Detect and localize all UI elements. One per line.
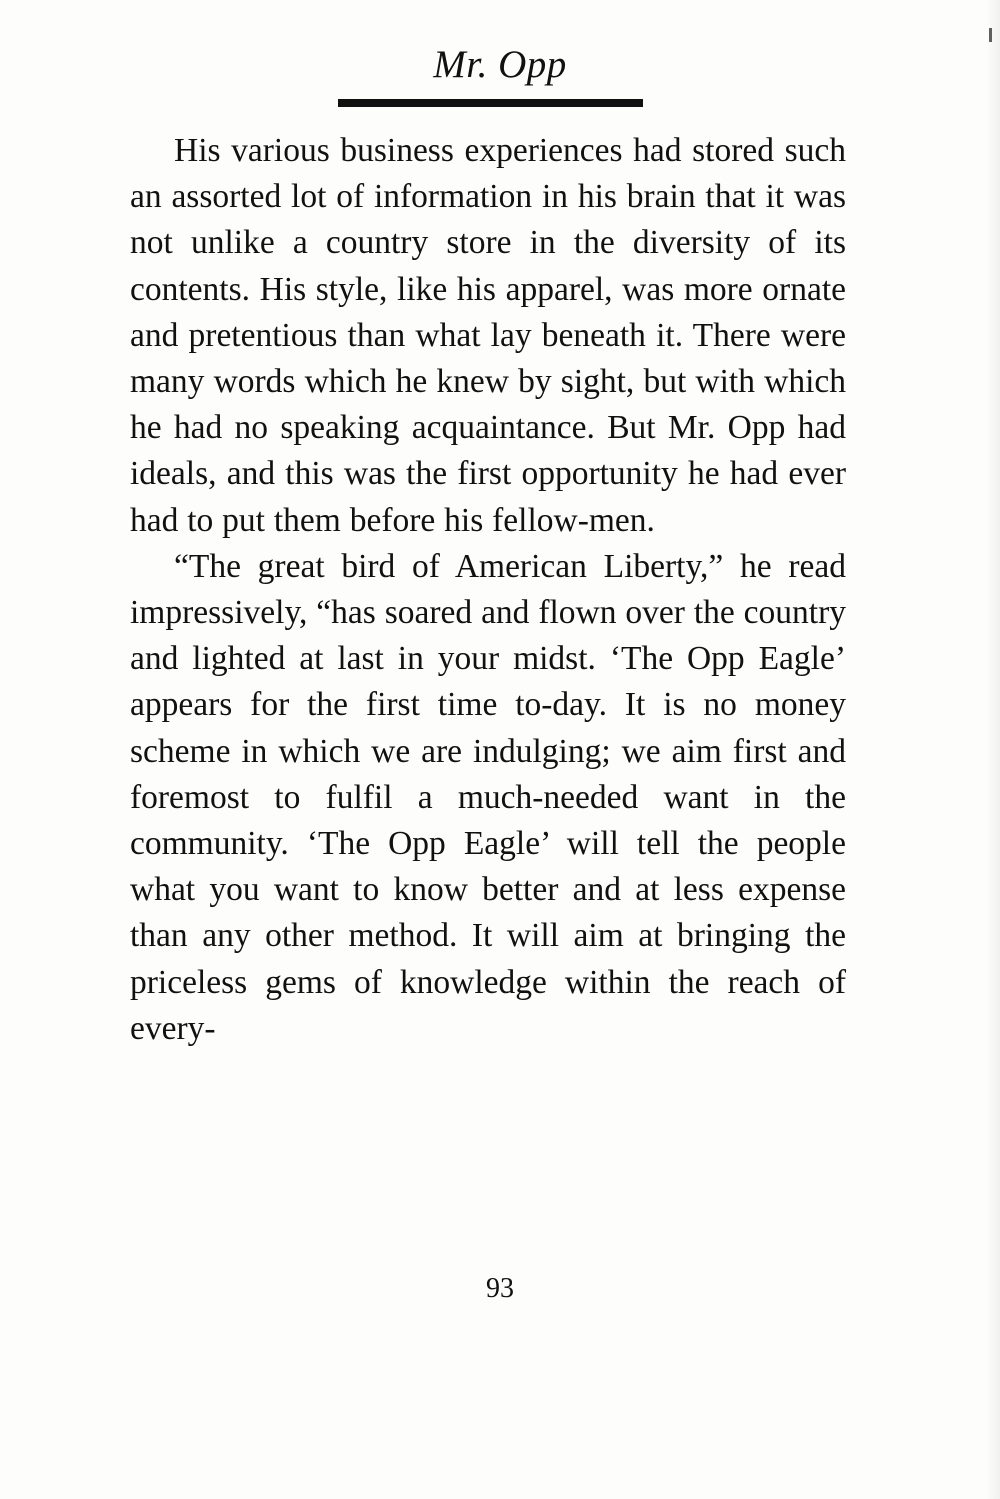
header-rule [338, 99, 643, 107]
body-text [130, 128, 846, 1052]
page-number: 93 [486, 1273, 514, 1304]
paragraph: “The great bird of American Liberty,” he read impressively, “has soared and flown over the country and lighted at last in your midst. ‘The Opp Eagle’ appears for the first time to-day. It is no money scheme in which we are indulging; we aim first and foremost to fulfil a much-needed want in the community. ‘The Opp Eagle’ will tell the people what you want to know better and at less expense than any other method. It will aim at bringing the priceless gems of knowledge within the reach of every- [130, 547, 846, 1047]
paragraph: His various business experiences had stored such an assorted lot of information in his brain that it was not unlike a country store in the diversity of its contents. His style, like his apparel, was more ornate and pretentious than what lay beneath it. There were many words which he knew by sight, but with which he had no speaking acquaintance. But Mr. Opp had ideals, and this was the first opportunity he had ever had to put them before his fellow-men. [130, 132, 846, 539]
scan-corner-mark [989, 28, 992, 42]
running-head: Mr. Opp [433, 43, 567, 86]
